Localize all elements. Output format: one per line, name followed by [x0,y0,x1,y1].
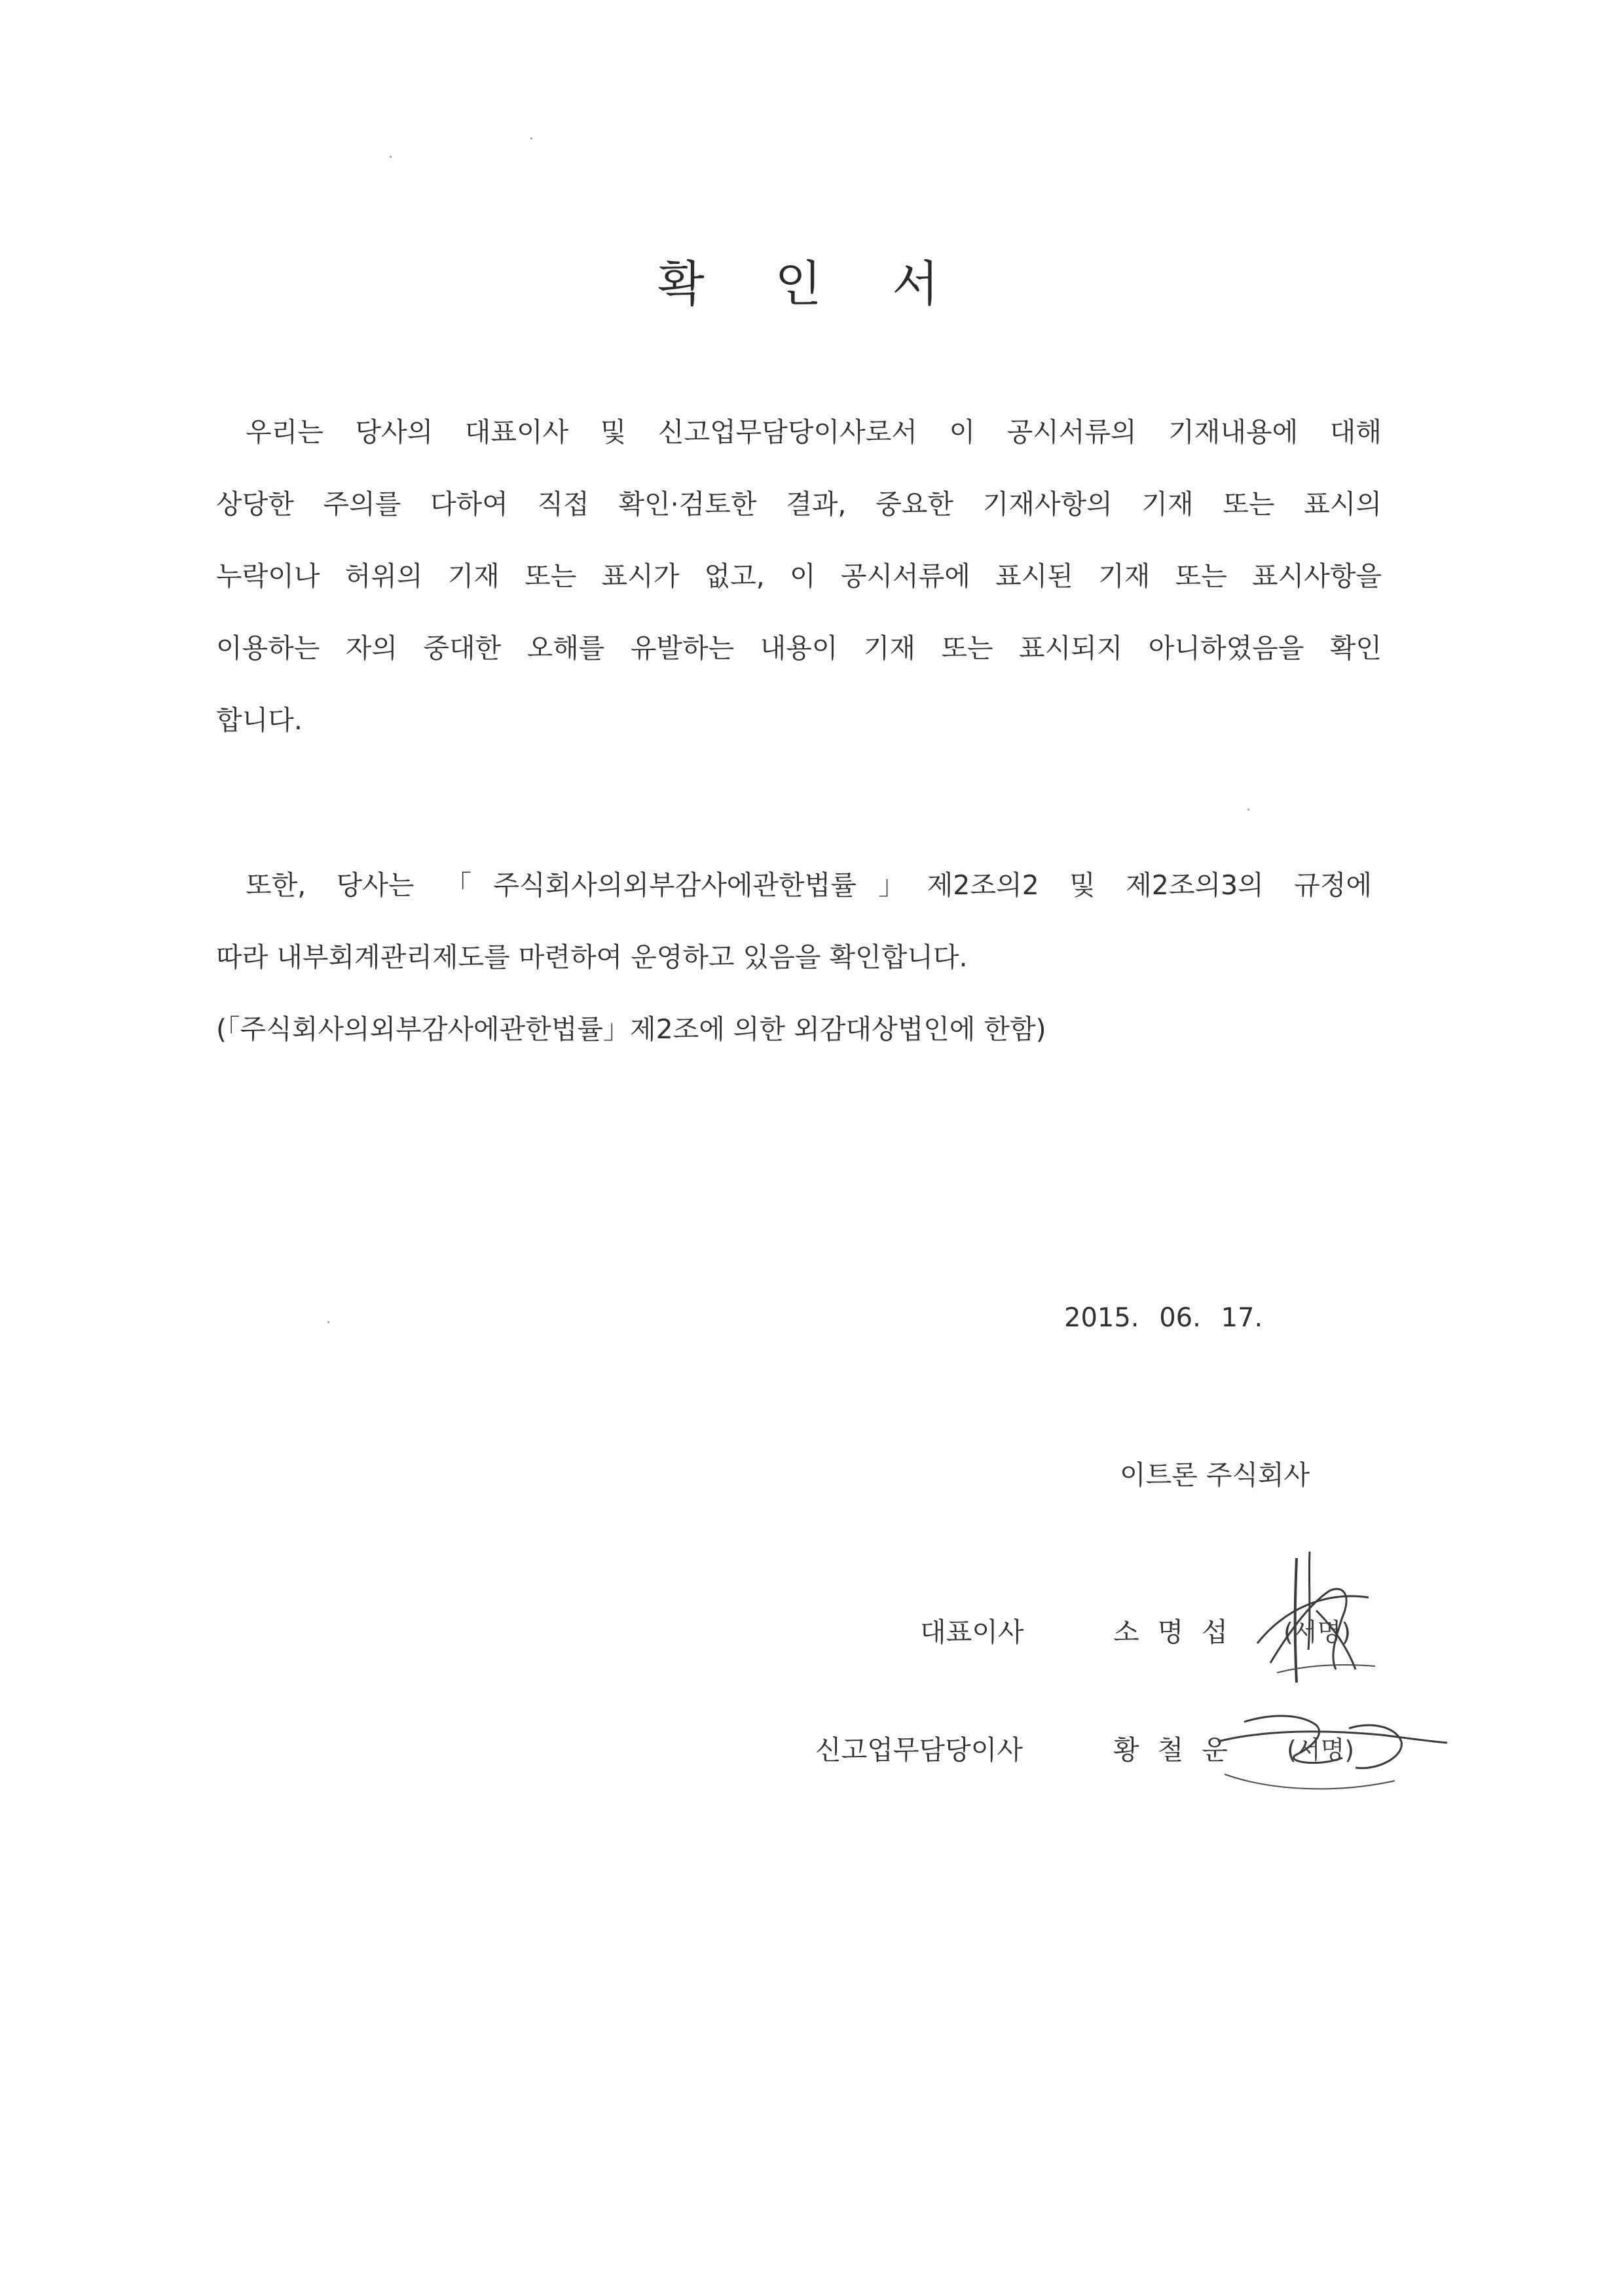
handwritten-signature-ceo [1231,1532,1401,1702]
scan-speck [530,137,532,139]
signatory-role-ceo: 대표이사 [920,1616,1024,1648]
signature-mark-ceo: (서명) [1283,1618,1352,1647]
document-date: 2015. 06. 17. [1064,1303,1263,1333]
paragraph2-line2: 따라 내부회계관리제도를 마련하여 운영하고 있음을 확인합니다. [216,941,968,973]
signature-mark-disclosure-director: (서명) [1287,1736,1355,1764]
paragraph1-line2: 상당한 주의를 다하여 직접 확인·검토한 결과, 중요한 기재사항의 기재 또는 표시의 [216,488,1382,520]
scan-speck [1247,809,1249,811]
signatory-role-disclosure-director: 신고업무담당이사 [815,1734,1023,1766]
paragraph1-line5: 합니다. [216,704,303,736]
paragraph1-line3: 누락이나 허위의 기재 또는 표시가 없고, 이 공시서류에 표시된 기재 또는 표시사항을 [216,560,1382,592]
paragraph2-line3: (「주식회사의외부감사에관한법률」제2조에 의한 외감대상법인에 한함) [216,1013,1046,1045]
document-title: 확 인 서 [657,256,967,312]
handwritten-signature-disclosure-director [1205,1696,1454,1807]
paragraph1-line4: 이용하는 자의 중대한 오해를 유발하는 내용이 기재 또는 표시되지 아니하였음을 확인 [216,632,1382,664]
paragraph1-line1: 우리는 당사의 대표이사 및 신고업무담당이사로서 이 공시서류의 기재내용에 대해 [246,416,1382,448]
company-name: 이트론 주식회사 [1120,1459,1310,1491]
signatory-name-ceo: 소명섭 [1113,1616,1246,1648]
paragraph2-line1: 또한, 당사는 「주식회사의외부감사에관한법률」제2조의2 및 제2조의3의 규정에 [246,869,1372,901]
scan-speck [390,156,392,158]
scan-speck [327,1321,329,1323]
signatory-name-disclosure-director: 황철운 [1113,1734,1246,1766]
